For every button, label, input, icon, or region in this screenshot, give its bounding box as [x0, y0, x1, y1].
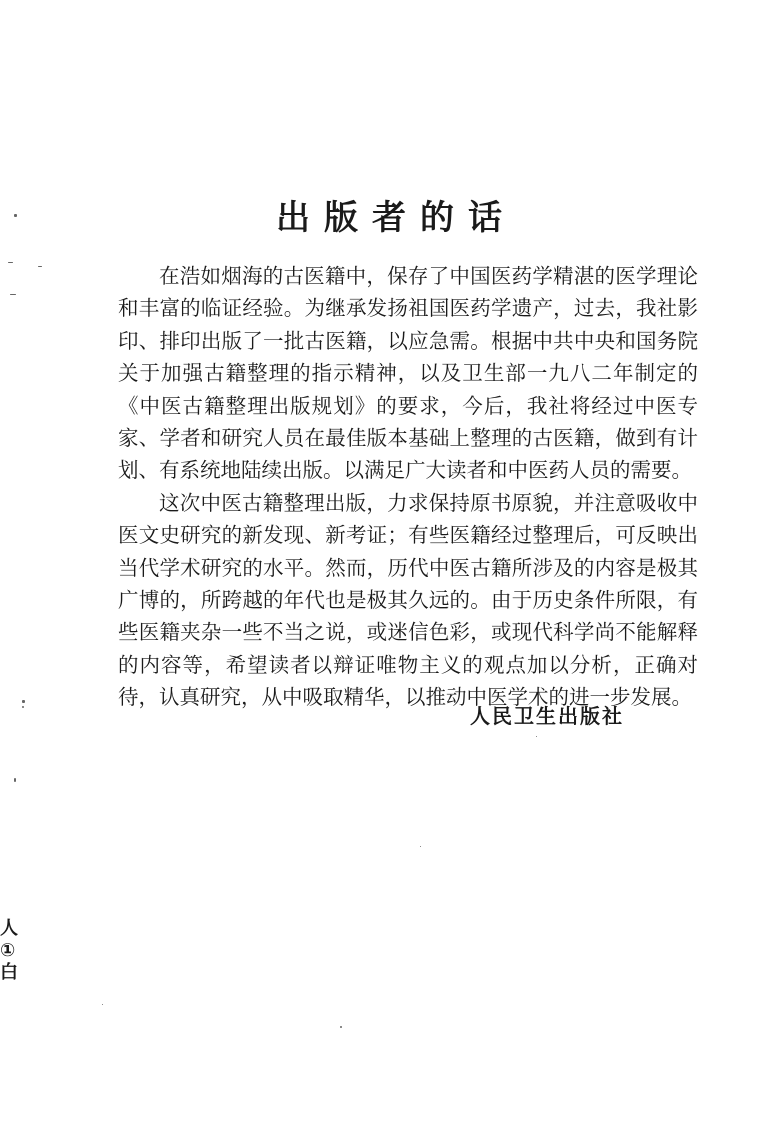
page-title: 出版者的话: [276, 198, 516, 238]
scan-speck: [22, 700, 25, 703]
paragraph-2: 这次中医古籍整理出版，力求保持原书原貌，并注意吸收中医文史研究的新发现、新考证；有些医籍经过整理后，可反映出当代学术研究的水平。然而，历代中医古籍所涉及的内容是极其广博的，所跨越的年代也是极其久远的。由于历史条件所限，有些医籍夹杂一些不当之说，或迷信色彩，或现代科学尚不能解释的内容等，希望读者以辩证唯物主义的观点加以分析，正确对待，认真研究，从中吸取精华，以推动中医学术的进一步发展。: [118, 490, 698, 710]
scan-speck: [38, 266, 42, 267]
scan-speck: [102, 1004, 103, 1005]
scan-speck: [22, 706, 24, 708]
scan-speck: [14, 778, 16, 782]
side-stamp-char-2: ①: [0, 940, 16, 961]
side-stamp-char-1: 人: [0, 918, 18, 939]
paragraph-1: 在浩如烟海的古医籍中，保存了中国医药学精湛的医学理论和丰富的临证经验。为继承发扬祖国医药学遗产，过去，我社影印、排印出版了一批古医籍，以应急需。根据中共中央和国务院关于加强古籍整理的指示精神，以及卫生部一九八二年制定的《中医古籍整理出版规划》的要求，今后，我社将经过中医专家、学者和研究人员在最佳版本基础上整理的古医籍，做到有计划、有系统地陆续出版。以满足广大读者和中医药人员的需要。: [118, 264, 698, 483]
body-text: [118, 260, 698, 714]
scan-speck: [10, 294, 16, 295]
scan-speck: [536, 736, 537, 737]
scan-speck: [14, 214, 17, 217]
side-stamp: [0, 918, 18, 984]
scan-speck: [420, 846, 421, 847]
scan-speck: [340, 1026, 342, 1028]
side-stamp-char-3: 白: [0, 962, 18, 983]
publisher-signature: 人民卫生出版社: [470, 704, 624, 728]
scan-speck: [8, 262, 13, 263]
